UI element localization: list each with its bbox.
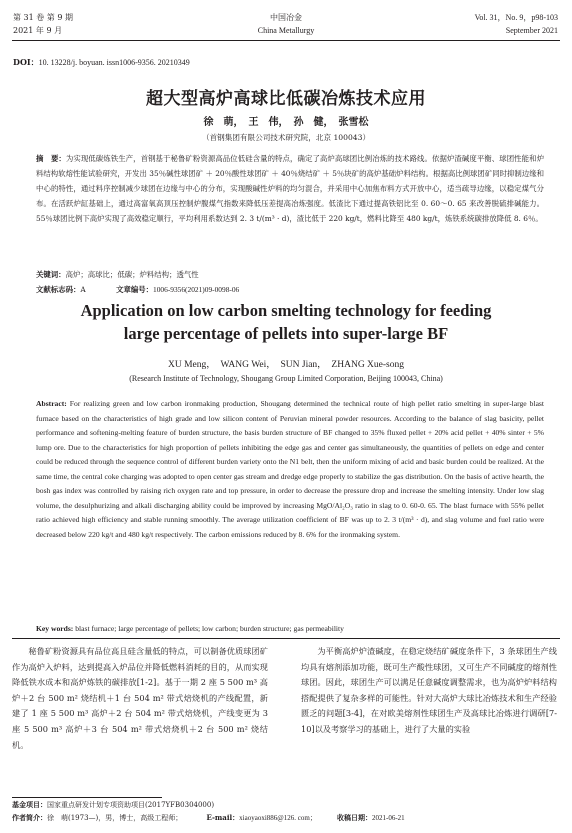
author-intro-label: 作者简介： xyxy=(12,813,47,822)
email-value[interactable]: xiaoyaoxi886@126. com； xyxy=(239,814,317,822)
received-value: 2021-06-21 xyxy=(372,814,405,822)
keywords-cn-text: 高炉；高球比；低碳；炉料结构；透气性 xyxy=(65,270,199,279)
header-vol-pages: Vol. 31，No. 9，p98-103 xyxy=(474,13,558,22)
fund-text: 国家重点研发计划专项资助项目(2017YFB0304000) xyxy=(47,801,215,809)
footnote-rule xyxy=(12,797,162,798)
affiliation-en: (Research Institute of Technology, Shougang Group Limited Corporation, Beijing 100043, China) xyxy=(129,374,443,383)
footnote-author xyxy=(12,813,405,823)
authors-cn: 徐 萌， 王 伟， 孙 健， 张雪松 xyxy=(203,117,369,128)
abstract-cn-text: 为实现低碳炼铁生产，首钢基于秘鲁矿粉资源高品位低硅含量的特点，确定了高炉高球团比例冶炼的技术路线。依据炉渣碱度平衡、球团性能和炉料结构软熔性能试验研究，开发出 35％碱性球团矿 ＋ 20％酸性球团矿 ＋ 40％烧结矿 ＋ 5％块矿的高炉基础炉料结构。根据高比例球团矿同时抑制边缘和中心的特性，通过料序控制减少球团在边缘与中心的分布，实现酸碱性炉料的均匀混合，并采用中心加焦布料方式开放中心，适当疏导边缘，以稳定煤气分布。在活跃炉缸基础上，通过高富氧高顶压控制炉腹煤气指数来降低压差提高冶炼强度。低渣比下通过提高铁铝比至 0. 60～0. 65 来改善脱硫排碱能力。55％球团比例下高炉实现了高效稳定顺行，平均利用系数达到 2. 3 t/(m³ · d)，渣比低于 220 kg/t，燃料比降至 480 kg/t，炼铁系统碳排放降低 8. 6％。 xyxy=(36,154,544,223)
keywords-en-label: Key words: xyxy=(36,624,74,633)
body-column-left: 秘鲁矿粉资源具有品位高且硅含量低的特点，可以制备优质球团矿作为高炉入炉料，达到提高入炉品位并降低燃料消耗的目的，从而实现降低铁水成本和高炉炼铁的碳排放[1-2]。基于一期 2 座 5 500 m³ 高炉＋2 台 500 m² 烧结机＋1 台 504 m² 带式焙烧机的产线配置，新建了 1 座 5 500 m³ 高炉＋2 台 504 m² 带式焙烧机，产线变更为 3 座 5 500 m³ 高炉＋3 台 504 m² 带式焙烧机＋2 台 500 m² 烧结机。 xyxy=(12,646,268,750)
author-intro-text: 徐 萌(1973—)，男，博士，高级工程师； xyxy=(47,814,183,822)
email-label: E-mail： xyxy=(206,813,240,822)
keywords-en xyxy=(36,624,344,633)
received-label: 收稿日期： xyxy=(337,813,372,822)
header-date: 2021 年 9 月 xyxy=(13,26,63,35)
footnote-fund xyxy=(12,800,214,810)
fund-label: 基金项目： xyxy=(12,800,47,809)
header-journal-cn: 中国冶金 xyxy=(270,13,302,22)
classification xyxy=(36,284,239,295)
header-rule xyxy=(12,40,560,41)
abstract-en xyxy=(36,397,544,542)
body-column-right: 为平衡高炉炉渣碱度，在稳定烧结矿碱度条件下，3 条球团生产线均具有熔剂添加功能，既可生产酸性球团，又可生产不同碱度的熔剂性球团。因此，球团生产可以满足任意碱度调整需求，也为高炉炉料结构搭配提供了复杂多样的可能性。针对大高炉大球比冶炼技术和生产经验匮乏的问题[3-4]，在对欧美熔剂性球团生产及高球比冶炼进行调研[7-10]以及考察学习的基础上，进行了大量的实验 xyxy=(301,646,557,734)
abstract-cn-label: 摘 要： xyxy=(36,154,66,163)
doi-label: DOI： xyxy=(13,57,39,67)
keywords-cn xyxy=(36,269,199,280)
header-month: September 2021 xyxy=(505,26,558,35)
doc-code-value: A xyxy=(80,285,86,294)
title-en-line1: Application on low carbon smelting technology for feeding xyxy=(80,301,492,320)
authors-en: XU Meng， WANG Wei， SUN Jian， ZHANG Xue-song xyxy=(167,360,404,370)
abstract-en-text: For realizing green and low carbon ironmaking production, Shougang determined the technical route of high pellet ratio smelting in super-large blast furnace based on the characteristics of high grade and low silicon content of Peruvian mineral powder resources. According to the balance of slag basicity, pellet performance and softening-melting feature of burden structure, the basis burden structure of BF changed to 35% fluxed pellet + 20% acid pellet + 40% sinter + 5% lump ore. Due to the characteristics for high proportion of pellets inhibiting the edge gas and center gas simultaneously, the quantities of pellets on edge and center could be reduced through the sequence control of different burden variety onto the N1 belt, then the uniform mixing of acid and basic burden could be realized. At the same time, the central coke charging was adopted to open center gas stream and dredge edge properly to stabilize the gas distribution. On the basis of active hearth, the bosh gas index was controlled by raising rich oxygen rate and top pressure, in order to decrease the pressure drop and increase the smelting intensity. Under low slag volume, the desulphurizing and alkali discharging ability could be improved by increasing MgO/Al₂O₃ ratio in slag to 0. 60-0. 65. The blast furnace with 55% pellet ratio achieved high efficiency and stable running smoothly. The average utilization coefficient of BF was up to 2. 3 t/(m³ · d), and slag volume and fuel ratio were decreased below 220 kg/t and 480 kg/t respectively. The carbon emissions reduced by 8. 6% for the ironmaking system. xyxy=(36,399,544,539)
affiliation-cn: （首钢集团有限公司技术研究院，北京 100043） xyxy=(201,133,371,142)
article-no-label: 文章编号： xyxy=(116,285,154,294)
title-cn: 超大型高炉高球比低碳冶炼技术应用 xyxy=(146,89,426,109)
doi-value[interactable]: 10. 13228/j. boyuan. issn1006-9356. 20210349 xyxy=(38,58,190,67)
doi xyxy=(13,57,190,68)
doc-code-label: 文献标志码： xyxy=(36,285,81,294)
keywords-cn-label: 关键词： xyxy=(36,270,66,279)
section-divider xyxy=(12,638,560,639)
header-journal-en: China Metallurgy xyxy=(257,26,315,35)
abstract-en-label: Abstract: xyxy=(36,399,67,408)
header-volume: 第 31 卷 第 9 期 xyxy=(13,13,73,22)
article-no-value: 1006-9356(2021)09-0098-06 xyxy=(153,285,240,294)
title-en-line2: large percentage of pellets into super-large BF xyxy=(123,324,449,343)
abstract-cn xyxy=(36,152,544,227)
keywords-en-text: blast furnace; large percentage of pellets; low carbon; burden structure; gas permeability xyxy=(75,624,344,633)
